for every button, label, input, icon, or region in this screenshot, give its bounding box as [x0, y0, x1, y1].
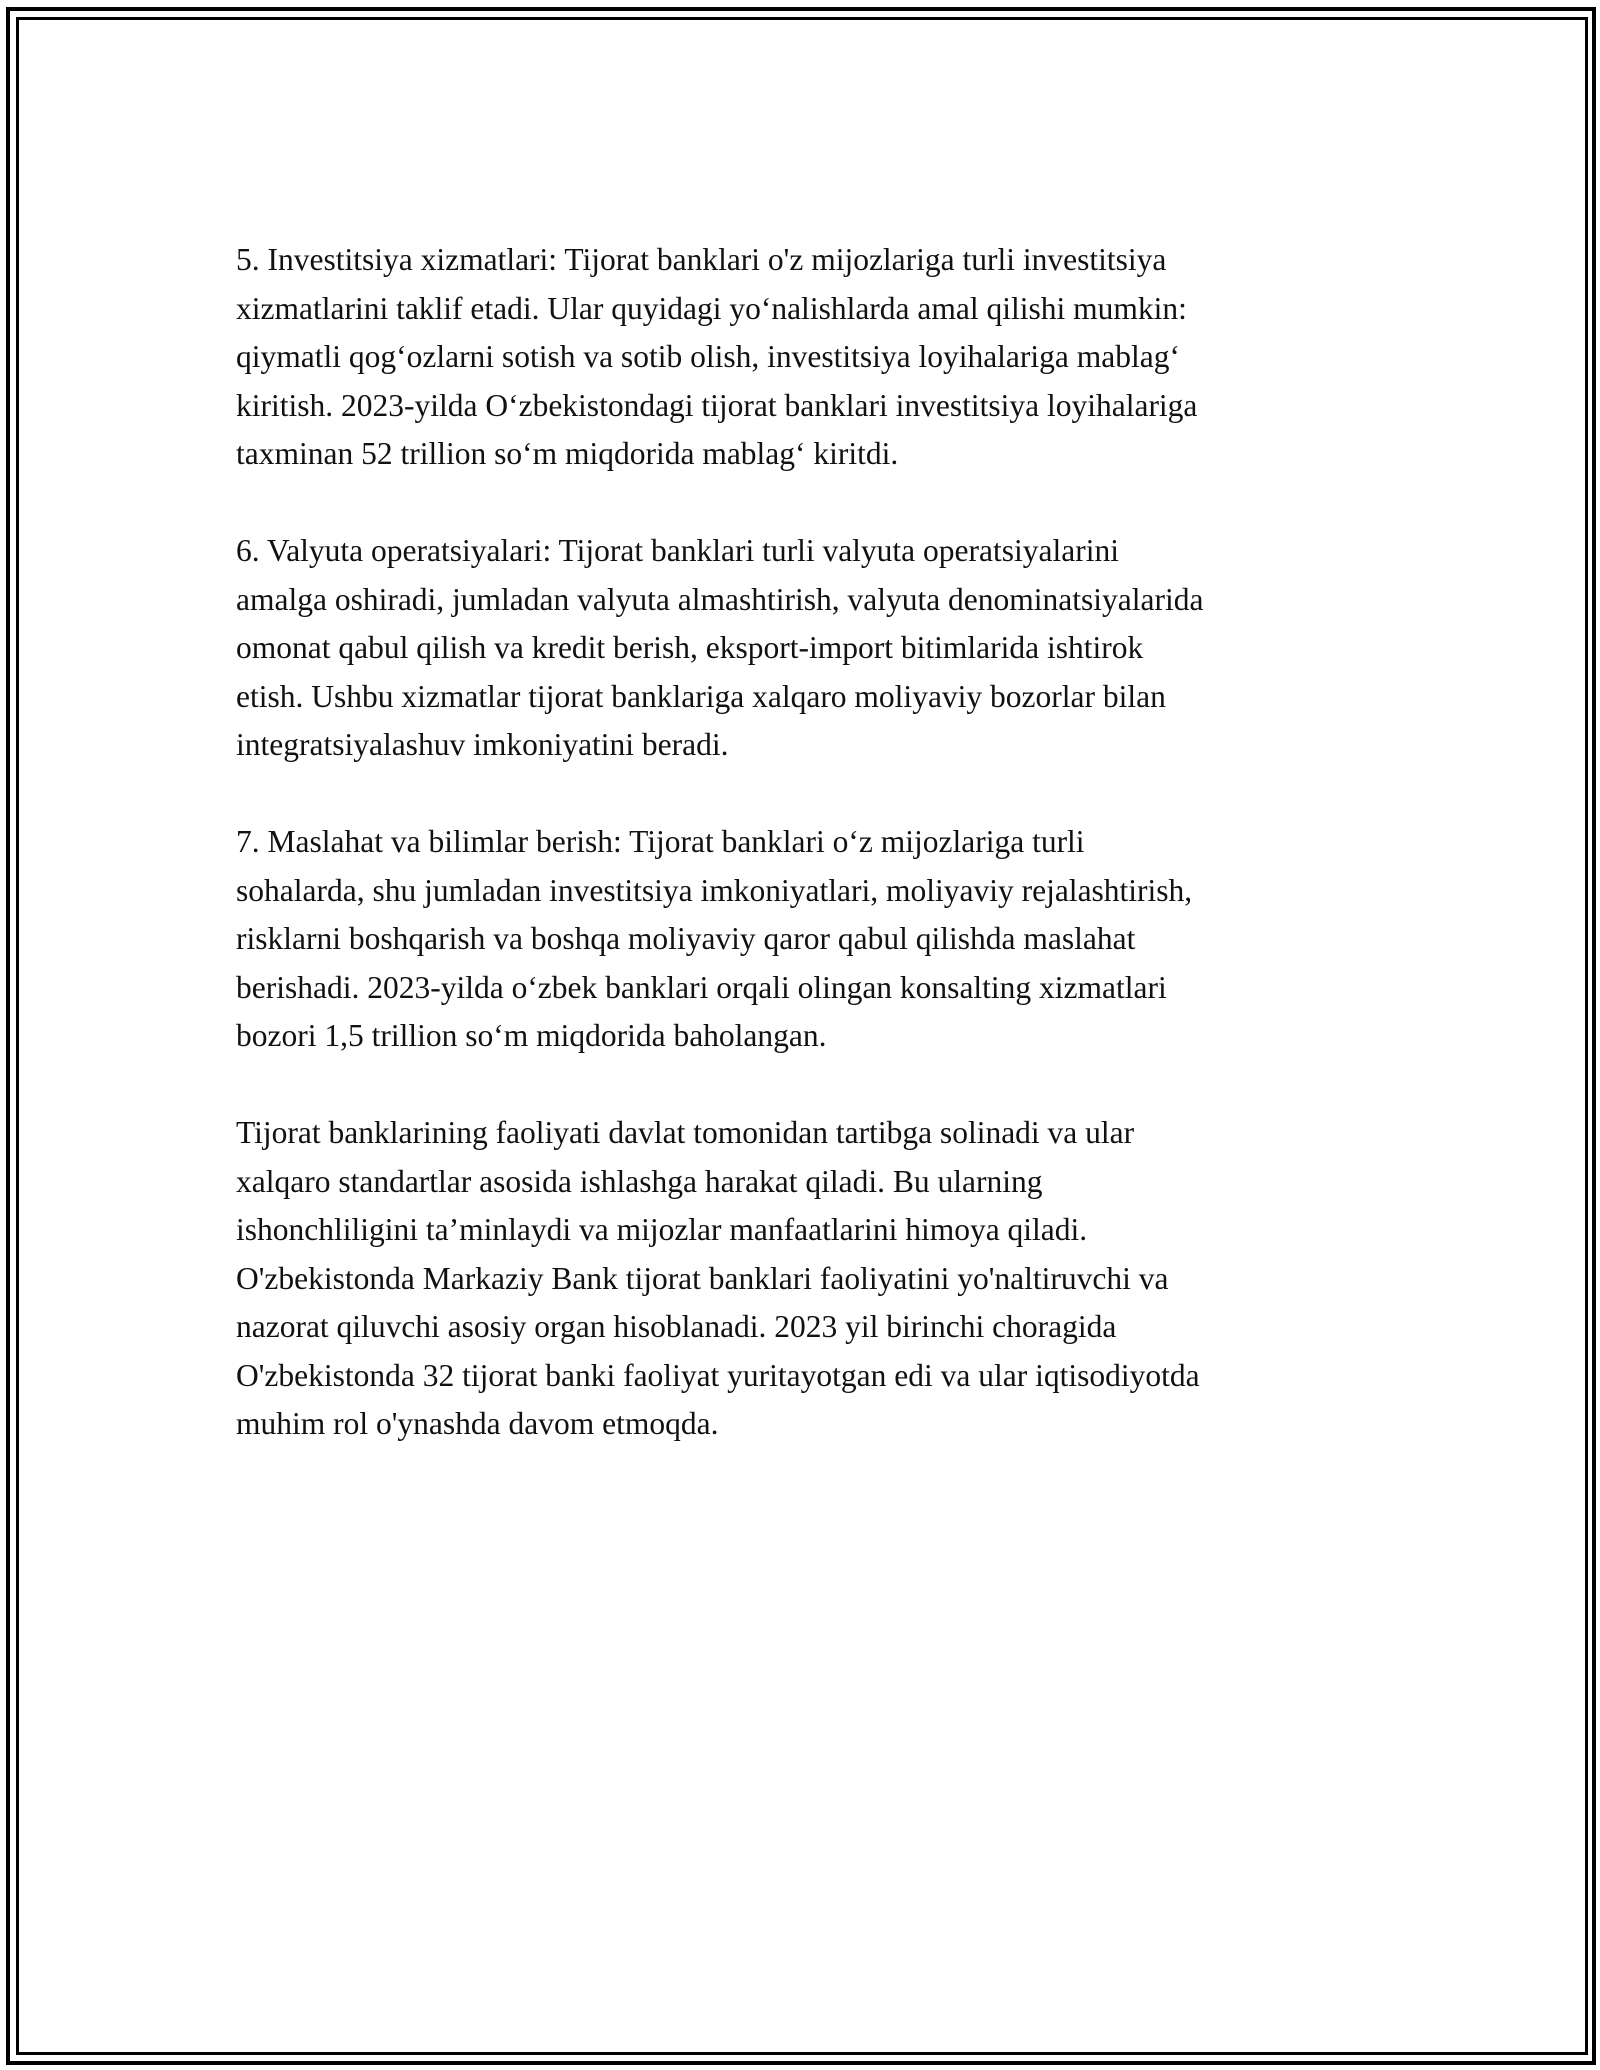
paragraph-consulting-services: 7. Maslahat va bilimlar berish: Tijorat banklari o‘z mijozlariga turli sohalarda, shu jumladan investitsiya imkoniyatlari, moliyaviy rejalashtirish, risklarni boshqarish va boshqa moliyaviy qaror qabul qilishda maslahat berishadi. 2023-yilda o‘zbek banklari orqali olingan konsalting xizmatlari bozori 1,5 trillion so‘m miqdorida baholangan.: [236, 824, 1193, 1053]
paragraph-regulation-summary: Tijorat banklarining faoliyati davlat tomonidan tartibga solinadi va ular xalqaro standartlar asosida ishlashga harakat qiladi. Bu ularning ishonchliligini ta’minlaydi va mijozlar manfaatlarini himoya qiladi. O'zbekistonda Markaziy Bank tijorat banklari faoliyatini yo'naltiruvchi va nazorat qiluvchi asosiy organ hisoblanadi. 2023 yil birinchi choragida O'zbekistonda 32 tijorat banki faoliyat yuritayotgan edi va ular iqtisodiyotda muhim rol o'ynashda davom etmoqda.: [236, 1115, 1200, 1441]
paragraph-currency-operations: 6. Valyuta operatsiyalari: Tijorat banklari turli valyuta operatsiyalarini amalga oshiradi, jumladan valyuta almashtirish, valyuta denominatsiyalarida omonat qabul qilish va kredit berish, eksport-import bitimlarida ishtirok etish. Ushbu xizmatlar tijorat banklariga xalqaro moliyaviy bozorlar bilan integratsiyalashuv imkoniyatini beradi.: [236, 533, 1204, 762]
paragraph-investment-services: 5. Investitsiya xizmatlari: Tijorat banklari o'z mijozlariga turli investitsiya xizmatlarini taklif etadi. Ular quyidagi yo‘nalishlarda amal qilishi mumkin: qiymatli qog‘ozlarni sotish va sotib olish, investitsiya loyihalariga mablag‘ kiritish. 2023-yilda O‘zbekistondagi tijorat banklari investitsiya loyihalariga taxminan 52 trillion so‘m miqdorida mablag‘ kiritdi.: [236, 242, 1198, 471]
document-body: [236, 236, 1376, 1497]
